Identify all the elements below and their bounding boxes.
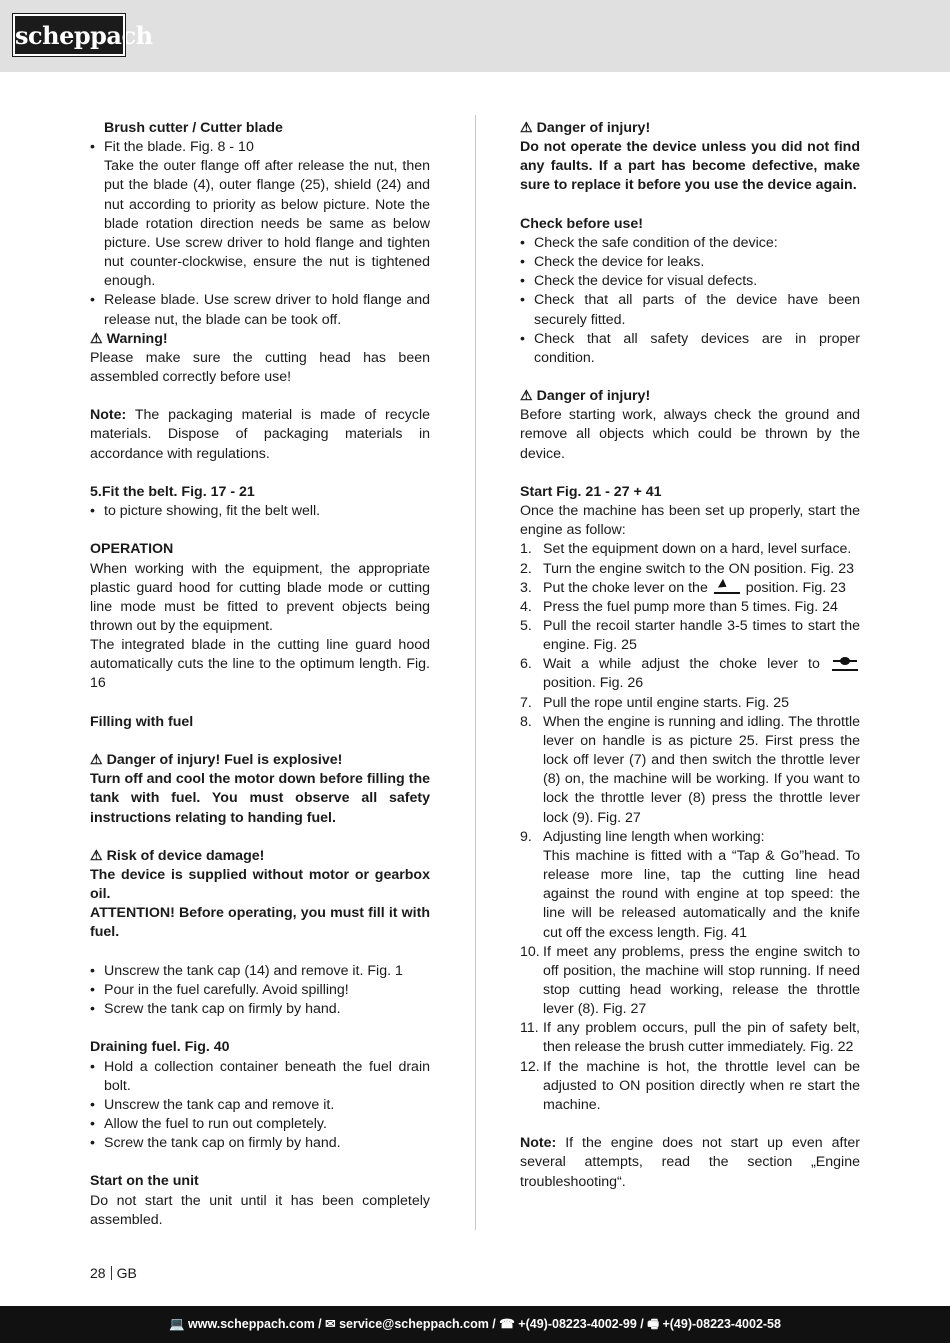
list-item: 8. When the engine is running and idling. The throttle lever on handle is as picture 25. First press the lock off lever (7) and then switch the throttle lever (8) on, the machine will be working. If you want to lock the throttle lever (8) press the throttle lever lock (9). Fig. 27: [520, 713, 860, 826]
list-item: 7. Pull the rope until engine starts. Fig. 25: [520, 694, 790, 711]
list-item: 3. Put the choke lever on the position. Fig. 23: [520, 579, 860, 598]
list-item: • Release blade. Use screw driver to hold flange and release nut, the blade can be took off.: [90, 292, 430, 328]
list-item: 1. Set the equipment down on a hard, level surface.: [520, 541, 852, 558]
fit-blade-text: Take the outer flange off after release the nut, then put the blade (4), outer flange (25), shield (24) and nut according to priority as below picture. Note the blade rotation direction needs be same as below picture. Use screw driver to hold flange and tighten nut counter-clockwise, ensure the nut is tightened enough.: [104, 158, 430, 290]
operation-text: The integrated blade in the cutting line guard hood automatically cuts the line to the optimum length. Fig. 16: [90, 637, 430, 692]
draining-fuel-heading: Draining fuel. Fig. 40: [90, 1039, 230, 1056]
header-bar: [0, 0, 950, 72]
start-unit-text: Do not start the unit until it has been completely assembled.: [90, 1192, 430, 1228]
column-divider: [475, 115, 476, 1230]
brush-cutter-heading: Brush cutter / Cutter blade: [104, 120, 283, 136]
danger-ground-text: Before starting work, always check the ground and remove all objects which could be thrown by the device.: [520, 407, 860, 462]
choke-open-icon: [832, 654, 858, 671]
list-item: • Check the device for visual defects.: [520, 273, 758, 290]
list-item: 12. If the machine is hot, the throttle level can be adjusted to ON position directly when re start the machine.: [520, 1058, 860, 1113]
list-item: • Allow the fuel to run out completely.: [90, 1116, 327, 1132]
list-item: • to picture showing, fit the belt well.: [90, 503, 321, 520]
page-number: 28 GB: [90, 1265, 137, 1281]
contact-info: 💻 www.scheppach.com / ✉ service@scheppach.com / ☎ +(49)-08223-4002-99 / 🖷 +(49)-08223-4002-58: [169, 1317, 781, 1331]
list-item: • Hold a collection container beneath the fuel drain bolt.: [90, 1058, 430, 1094]
filling-fuel-heading: Filling with fuel: [90, 713, 194, 730]
warning-text: Please make sure the cutting head has been assembled correctly before use!: [90, 349, 430, 386]
danger-fuel-heading: ⚠ Danger of injury! Fuel is explosive!: [90, 752, 343, 769]
start-heading: Start Fig. 21 - 27 + 41: [520, 483, 662, 500]
contact-bar: [0, 1306, 950, 1343]
fit-belt-heading: 5.Fit the belt. Fig. 17 - 21: [90, 483, 255, 500]
start-intro: Once the machine has been set up properly, start the engine as follow:: [520, 503, 860, 539]
check-before-use-heading: Check before use!: [520, 215, 643, 232]
danger-fuel-text: Turn off and cool the motor down before filling the tank with fuel. You must observe all safety instructions relating to handing fuel.: [90, 771, 430, 826]
list-item: • Pour in the fuel carefully. Avoid spilling!: [90, 981, 349, 998]
list-item: 10. If meet any problems, press the engine switch to off position, the machine will stop running. If need stop cutting head working, release the throttle lever (8). Fig. 27: [520, 943, 860, 1018]
start-unit-heading: Start on the unit: [90, 1173, 199, 1190]
list-item: 6. Wait a while adjust the choke lever to position. Fig. 26: [520, 655, 860, 693]
list-item: • Screw the tank cap on firmly by hand.: [90, 1001, 341, 1018]
choke-closed-icon: [714, 577, 740, 594]
list-item: • Screw the tank cap on firmly by hand.: [90, 1135, 341, 1152]
list-item: 5. Pull the recoil starter handle 3-5 times to start the engine. Fig. 25: [520, 618, 860, 654]
right-column: [520, 119, 860, 1192]
list-item: • Check the device for leaks.: [520, 254, 705, 271]
list-item: • Check that all safety devices are in proper condition.: [520, 330, 860, 366]
list-item: • Fit the blade. Fig. 8 - 10: [90, 139, 254, 156]
operation-text: When working with the equipment, the appropriate plastic guard hood for cutting blade mode or cutting line mode must be fitted to prevent objects being thrown out by the equipment.: [90, 560, 430, 635]
note-paragraph: Note: The packaging material is made of recycle materials. Dispose of packaging materials in accordance with regulations.: [90, 407, 430, 462]
list-item: • Check that all parts of the device have been securely fitted.: [520, 292, 860, 328]
danger-heading: ⚠ Danger of injury!: [520, 388, 651, 405]
list-item: 4. Press the fuel pump more than 5 times. Fig. 24: [520, 598, 838, 615]
left-column: [90, 119, 430, 1230]
list-item: 11. If any problem occurs, pull the pin of safety belt, then release the brush cutter immediately. Fig. 22: [520, 1020, 860, 1056]
danger-text: Do not operate the device unless you did not find any faults. If a part has become defective, make sure to replace it before you use the device again.: [520, 139, 860, 194]
list-item: • Unscrew the tank cap (14) and remove it. Fig. 1: [90, 962, 403, 979]
risk-damage-heading: ⚠ Risk of device damage!: [90, 847, 265, 864]
list-item: • Unscrew the tank cap and remove it.: [90, 1096, 335, 1113]
warning-heading: ⚠ Warning!: [90, 330, 168, 347]
scheppach-logo: scheppach: [13, 14, 125, 56]
note-paragraph: Note: If the engine does not start up even after several attempts, read the section „Engine troubleshooting“.: [520, 1135, 860, 1190]
attention-text: ATTENTION! Before operating, you must fill it with fuel.: [90, 905, 430, 941]
operation-heading: OPERATION: [90, 541, 174, 558]
list-item: 9. Adjusting line length when working: This machine is fitted with a “Tap & Go”head. To release more line, tap the cutting line head against the round with engine at top speed: the line will be released automatically and the knife cut off the excess length. Fig. 41: [520, 828, 860, 941]
risk-damage-text: The device is supplied without motor or gearbox oil.: [90, 867, 430, 903]
list-item: • Check the safe condition of the device:: [520, 234, 778, 251]
list-item: 2. Turn the engine switch to the ON position. Fig. 23: [520, 560, 854, 577]
danger-heading: ⚠ Danger of injury!: [520, 120, 651, 136]
